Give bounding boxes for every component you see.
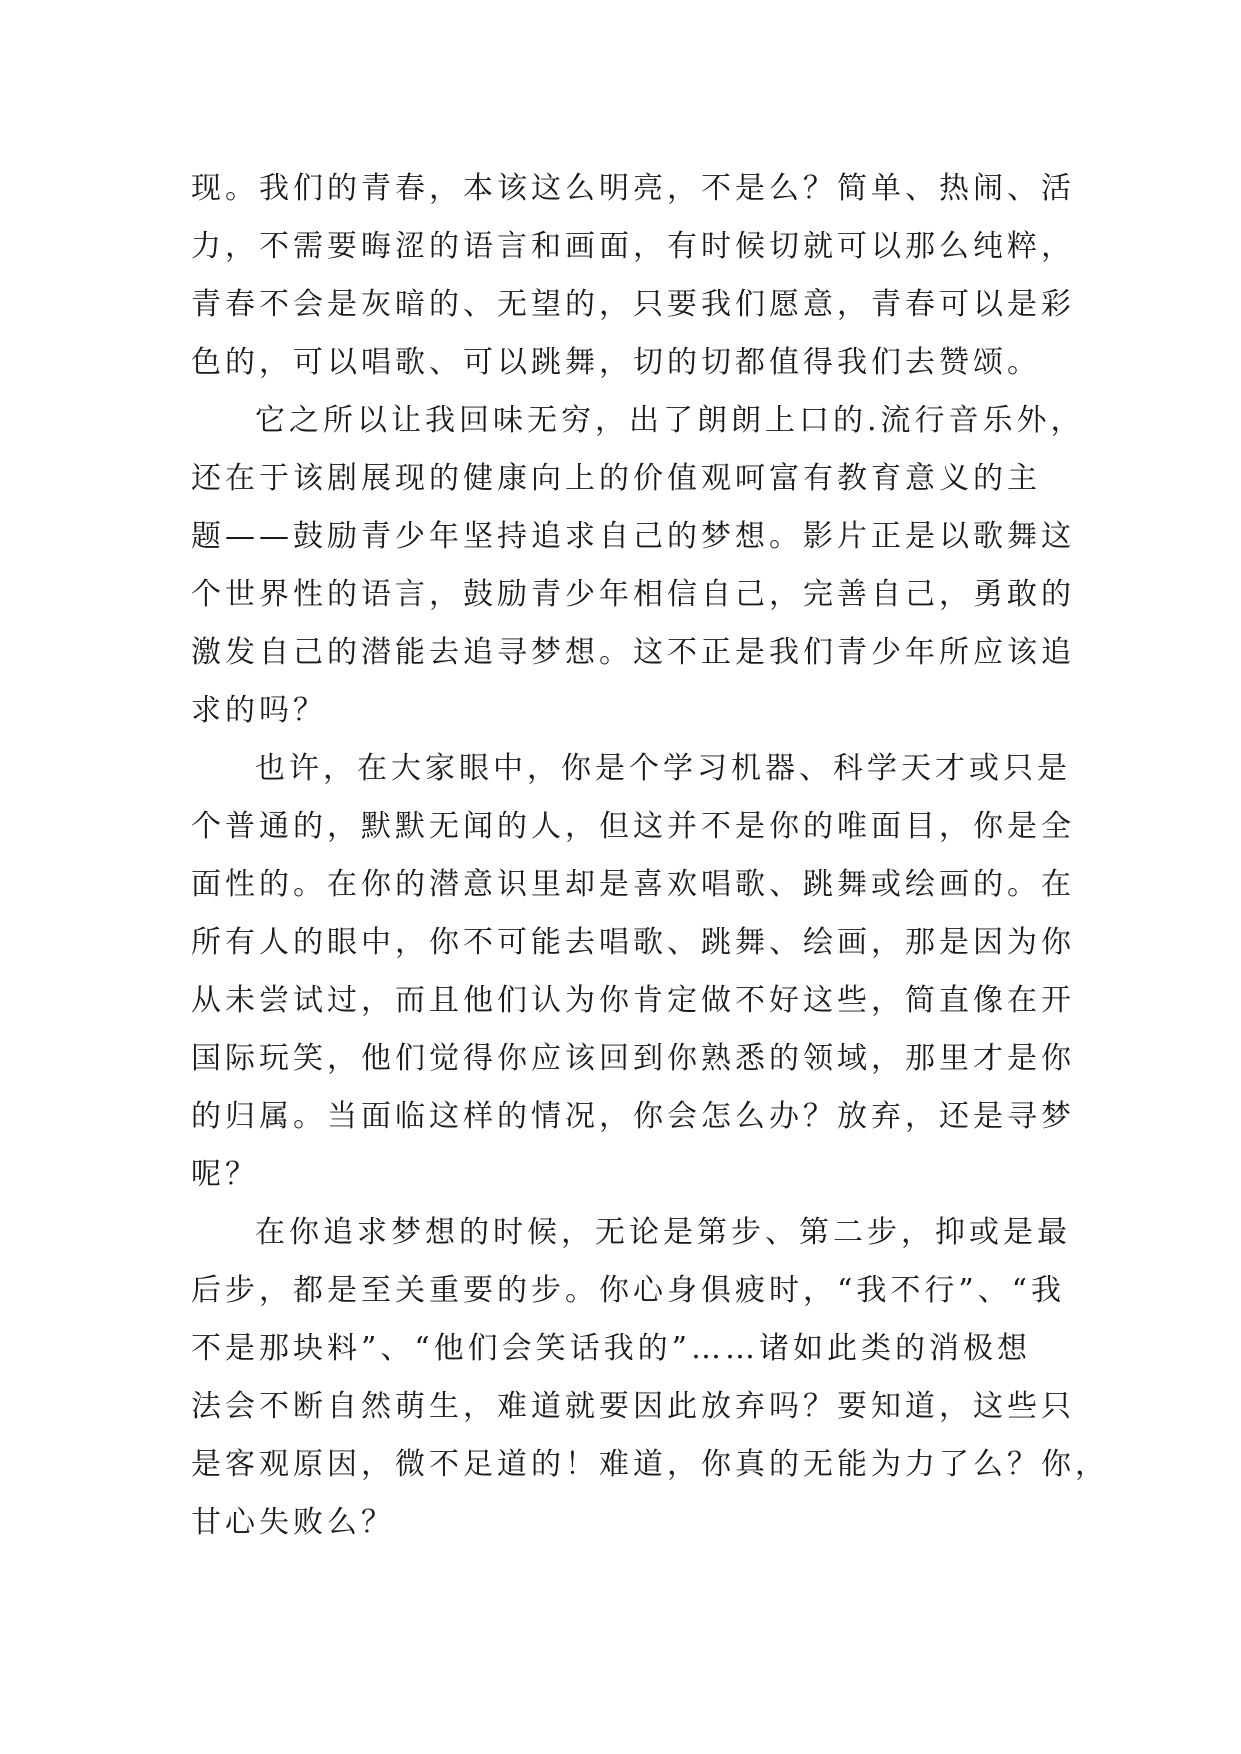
text-line: 也许，在大家眼中，你是个学习机器、科学天才或只是 <box>255 751 1071 786</box>
paragraph-2 <box>191 392 1085 740</box>
text-line: 还在于该剧展现的健康向上的价值观呵富有教育意义的主 <box>191 461 1041 496</box>
text-line: 题——鼓励青少年坚持追求自己的梦想。影片正是以歌舞这 <box>191 519 1075 554</box>
document-body <box>191 160 1109 1552</box>
text-line: 面性的。在你的潜意识里却是喜欢唱歌、跳舞或绘画的。在 <box>191 867 1075 902</box>
text-line: 色的，可以唱歌、可以跳舞，切的切都值得我们去赞颂。 <box>191 345 1041 380</box>
paragraph-1 <box>191 160 1075 392</box>
paragraph-3 <box>191 740 1075 1204</box>
text-line: 后步，都是至关重要的步。你心身俱疲时，“我不行”、“我 <box>191 1273 1066 1308</box>
text-line: 法会不断自然萌生，难道就要因此放弃吗？要知道，这些只 <box>191 1389 1075 1424</box>
text-line: 是客观原因，微不足道的！难道，你真的无能为力了么？你， <box>191 1447 1109 1482</box>
text-line: 的归属。当面临这样的情况，你会怎么办？放弃，还是寻梦 <box>191 1099 1075 1134</box>
text-line: 个世界性的语言，鼓励青少年相信自己，完善自己，勇敢的 <box>191 577 1075 612</box>
text-line: 青春不会是灰暗的、无望的，只要我们愿意，青春可以是彩 <box>191 287 1075 322</box>
text-line: 力，不需要晦涩的语言和画面，有时候切就可以那么纯粹， <box>191 229 1075 264</box>
text-line: 所有人的眼中，你不可能去唱歌、跳舞、绘画，那是因为你 <box>191 925 1075 960</box>
text-line: 激发自己的潜能去追寻梦想。这不正是我们青少年所应该追 <box>191 635 1075 670</box>
text-line: 呢？ <box>191 1157 259 1192</box>
text-line: 甘心失败么？ <box>191 1505 395 1540</box>
text-line: 国际玩笑，他们觉得你应该回到你熟悉的领域，那里才是你 <box>191 1041 1075 1076</box>
text-line: 它之所以让我回味无穷，出了朗朗上口的.流行音乐外， <box>255 403 1085 438</box>
paragraph-4 <box>191 1204 1109 1552</box>
text-line: 在你追求梦想的时候，无论是第步、第二步，抑或是最 <box>255 1215 1071 1250</box>
text-line: 个普通的，默默无闻的人，但这并不是你的唯面目，你是全 <box>191 809 1075 844</box>
text-line: 从未尝试过，而且他们认为你肯定做不好这些，简直像在开 <box>191 983 1075 1018</box>
text-line: 求的吗？ <box>191 693 327 728</box>
text-line: 现。我们的青春，本该这么明亮，不是么？简单、热闹、活 <box>191 171 1075 206</box>
text-line: 不是那块料”、“他们会笑话我的”……诸如此类的消极想 <box>191 1331 1032 1366</box>
